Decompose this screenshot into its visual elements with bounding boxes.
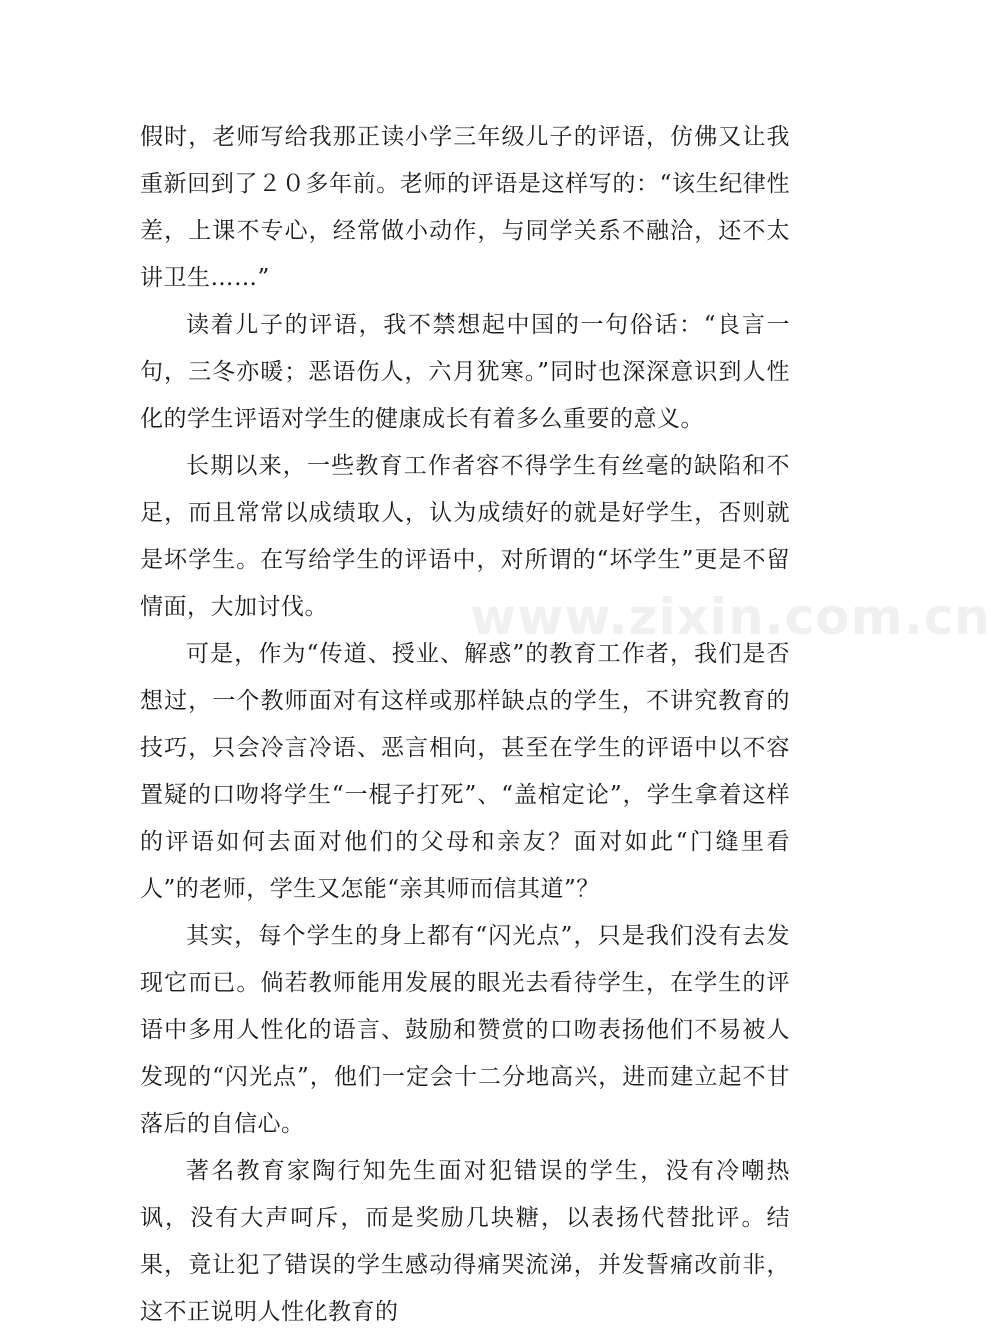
document-body	[140, 114, 790, 1336]
paragraph-1: 假时，老师写给我那正读小学三年级儿子的评语，仿佛又让我重新回到了２０多年前。老师的评语是这样写的：“该生纪律性差，上课不专心，经常做小动作，与同学关系不融洽，还不太讲卫生……”	[140, 124, 790, 291]
paragraph-3: 长期以来，一些教育工作者容不得学生有丝毫的缺陷和不足，而且常常以成绩取人，认为成绩好的就是好学生，否则就是坏学生。在写给学生的评语中，对所谓的“坏学生”更是不留情面，大加讨伐。	[140, 453, 790, 620]
paragraph-2: 读着儿子的评语，我不禁想起中国的一句俗话：“良言一句，三冬亦暖；恶语伤人，六月犹寒。”同时也深深意识到人性化的学生评语对学生的健康成长有着多么重要的意义。	[140, 312, 790, 432]
watermark-text: www.zixin.com.cn	[470, 588, 991, 646]
paragraph-6: 著名教育家陶行知先生面对犯错误的学生，没有冷嘲热讽，没有大声呵斥，而是奖励几块糖，以表扬代替批评。结果，竟让犯了错误的学生感动得痛哭流涕，并发誓痛改前非，这不正说明人性化教育的	[140, 1158, 790, 1325]
paragraph-5: 其实，每个学生的身上都有“闪光点”，只是我们没有去发现它而已。倘若教师能用发展的眼光去看待学生，在学生的评语中多用人性化的语言、鼓励和赞赏的口吻表扬他们不易被人发现的“闪光点”，他们一定会十二分地高兴，进而建立起不甘落后的自信心。	[140, 923, 790, 1137]
paragraph-4: 可是，作为“传道、授业、解惑”的教育工作者，我们是否想过，一个教师面对有这样或那样缺点的学生，不讲究教育的技巧，只会冷言冷语、恶言相向，甚至在学生的评语中以不容置疑的口吻将学生“一棍子打死”、“盖棺定论”，学生拿着这样的评语如何去面对他们的父母和亲友？面对如此“门缝里看人”的老师，学生又怎能“亲其师而信其道”？	[140, 641, 790, 902]
